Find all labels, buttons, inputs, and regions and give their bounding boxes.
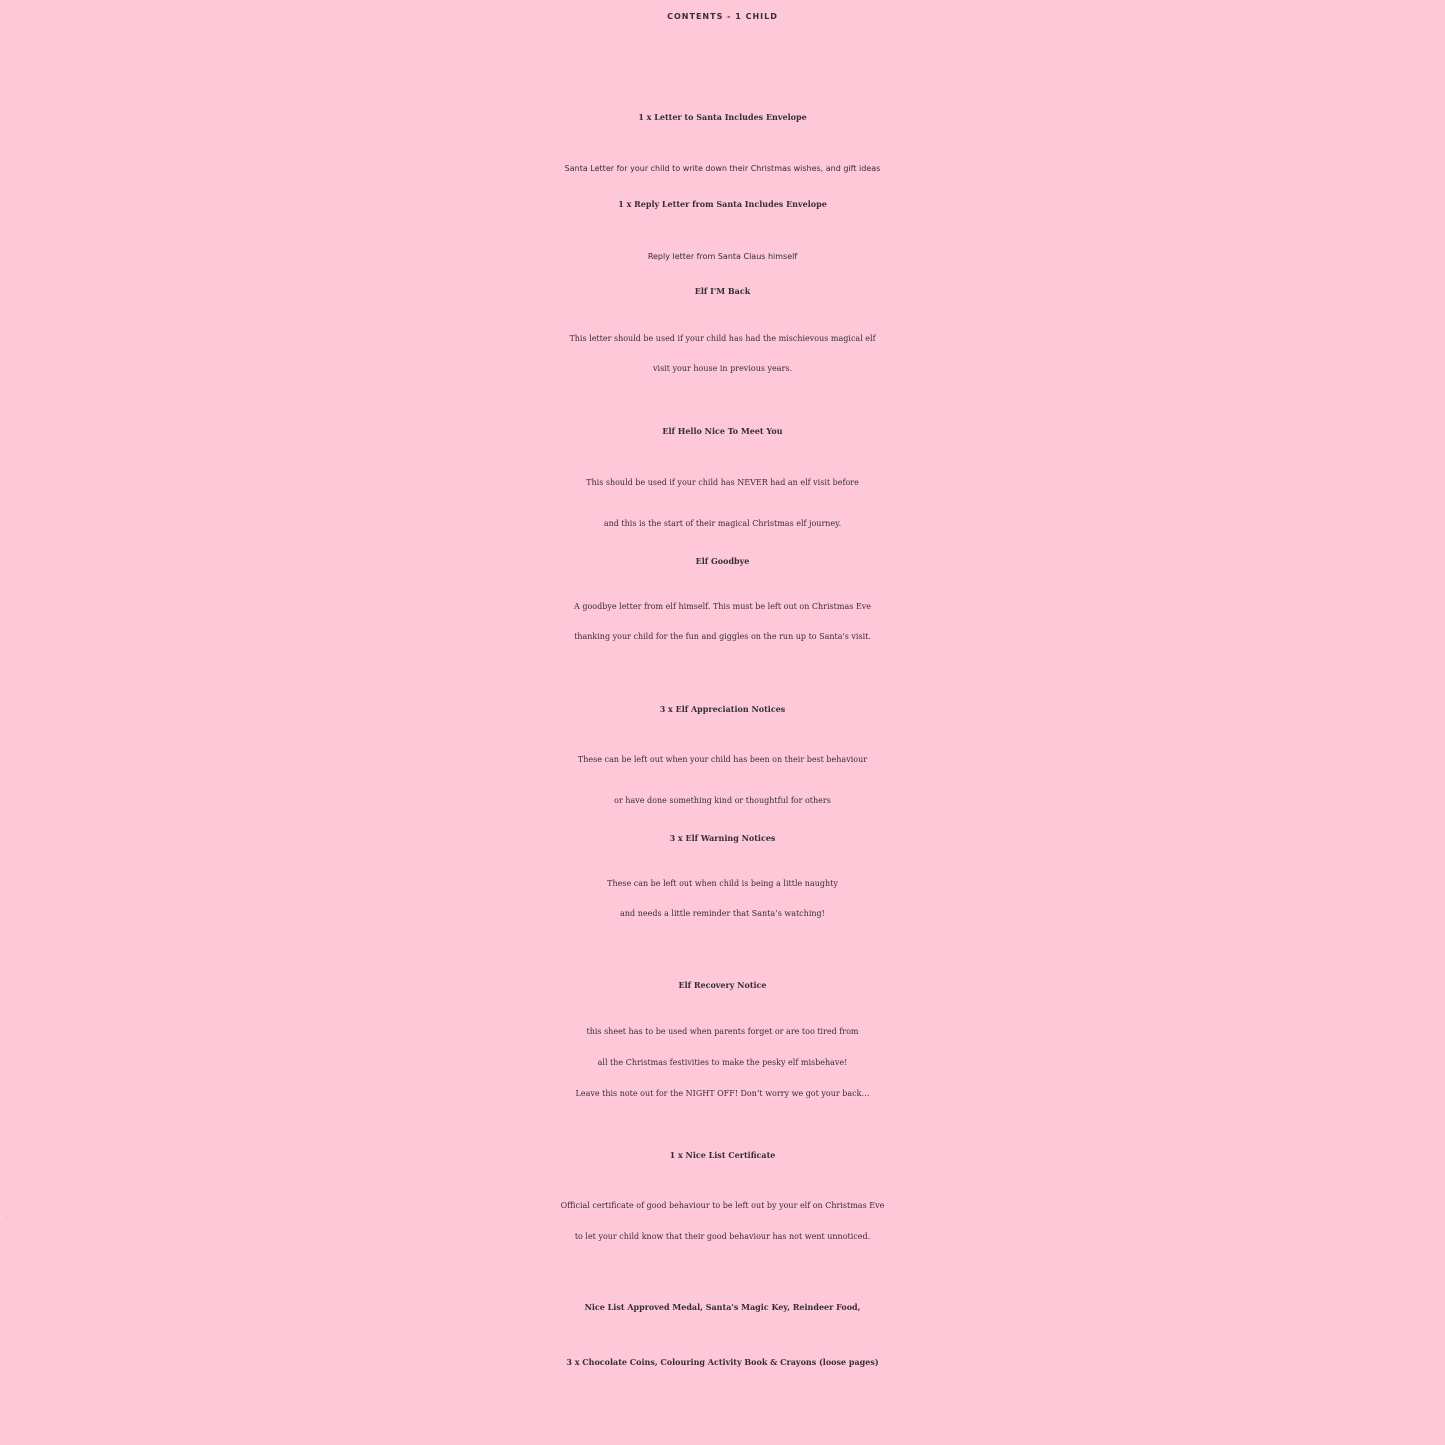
section-description: and this is the start of their magical Christmas elf journey. xyxy=(603,519,842,528)
section-heading: Elf Recovery Notice xyxy=(678,980,767,990)
section-heading: Elf Goodbye xyxy=(695,556,750,566)
section-description: to let your child know that their good behaviour has not went unnoticed. xyxy=(574,1232,871,1241)
section-description: and needs a little reminder that Santa’s watching! xyxy=(620,909,825,918)
section-description: These can be left out when your child has been on their best behaviour xyxy=(577,755,868,764)
section-heading: Elf Hello Nice To Meet You xyxy=(662,426,783,436)
section-description: Santa Letter for your child to write down their Christmas wishes, and gift ideas xyxy=(564,164,881,173)
section-heading: 1 x Letter to Santa Includes Envelope xyxy=(638,112,807,122)
section-description: This should be used if your child has NEVER had an elf visit before xyxy=(586,478,859,487)
section-description: Official certificate of good behaviour to be left out by your elf on Christmas Eve xyxy=(560,1201,885,1210)
section-heading: 1 x Nice List Certificate xyxy=(669,1150,776,1160)
section-description: or have done something kind or thoughtful for others xyxy=(614,796,831,805)
section-description: These can be left out when child is being a little naughty xyxy=(607,879,838,888)
footer-line: 3 x Chocolate Coins, Colouring Activity Book & Crayons (loose pages) xyxy=(566,1357,879,1367)
section-description: Reply letter from Santa Claus himself xyxy=(647,252,798,261)
stray-mark: · xyxy=(6,1215,8,1222)
section-heading: 3 x Elf Appreciation Notices xyxy=(659,704,786,714)
section-description: Leave this note out for the NIGHT OFF! Don’t worry we got your back… xyxy=(575,1089,870,1098)
section-heading: Elf I'M Back xyxy=(694,286,751,296)
section-description: this sheet has to be used when parents forget or are too tired from xyxy=(586,1027,859,1036)
section-heading: 1 x Reply Letter from Santa Includes Envelope xyxy=(618,199,827,209)
section-description: A goodbye letter from elf himself. This must be left out on Christmas Eve xyxy=(574,602,871,611)
footer-line: Nice List Approved Medal, Santa's Magic Key, Reindeer Food, xyxy=(584,1302,861,1312)
section-description: thanking your child for the fun and giggles on the run up to Santa's visit. xyxy=(574,632,871,641)
section-description: all the Christmas festivities to make the pesky elf misbehave! xyxy=(597,1058,848,1067)
page-title: CONTENTS - 1 CHILD xyxy=(667,12,778,21)
section-heading: 3 x Elf Warning Notices xyxy=(669,833,776,843)
section-description: This letter should be used if your child has had the mischievous magical elf xyxy=(569,334,876,343)
section-description: visit your house in previous years. xyxy=(653,364,792,373)
